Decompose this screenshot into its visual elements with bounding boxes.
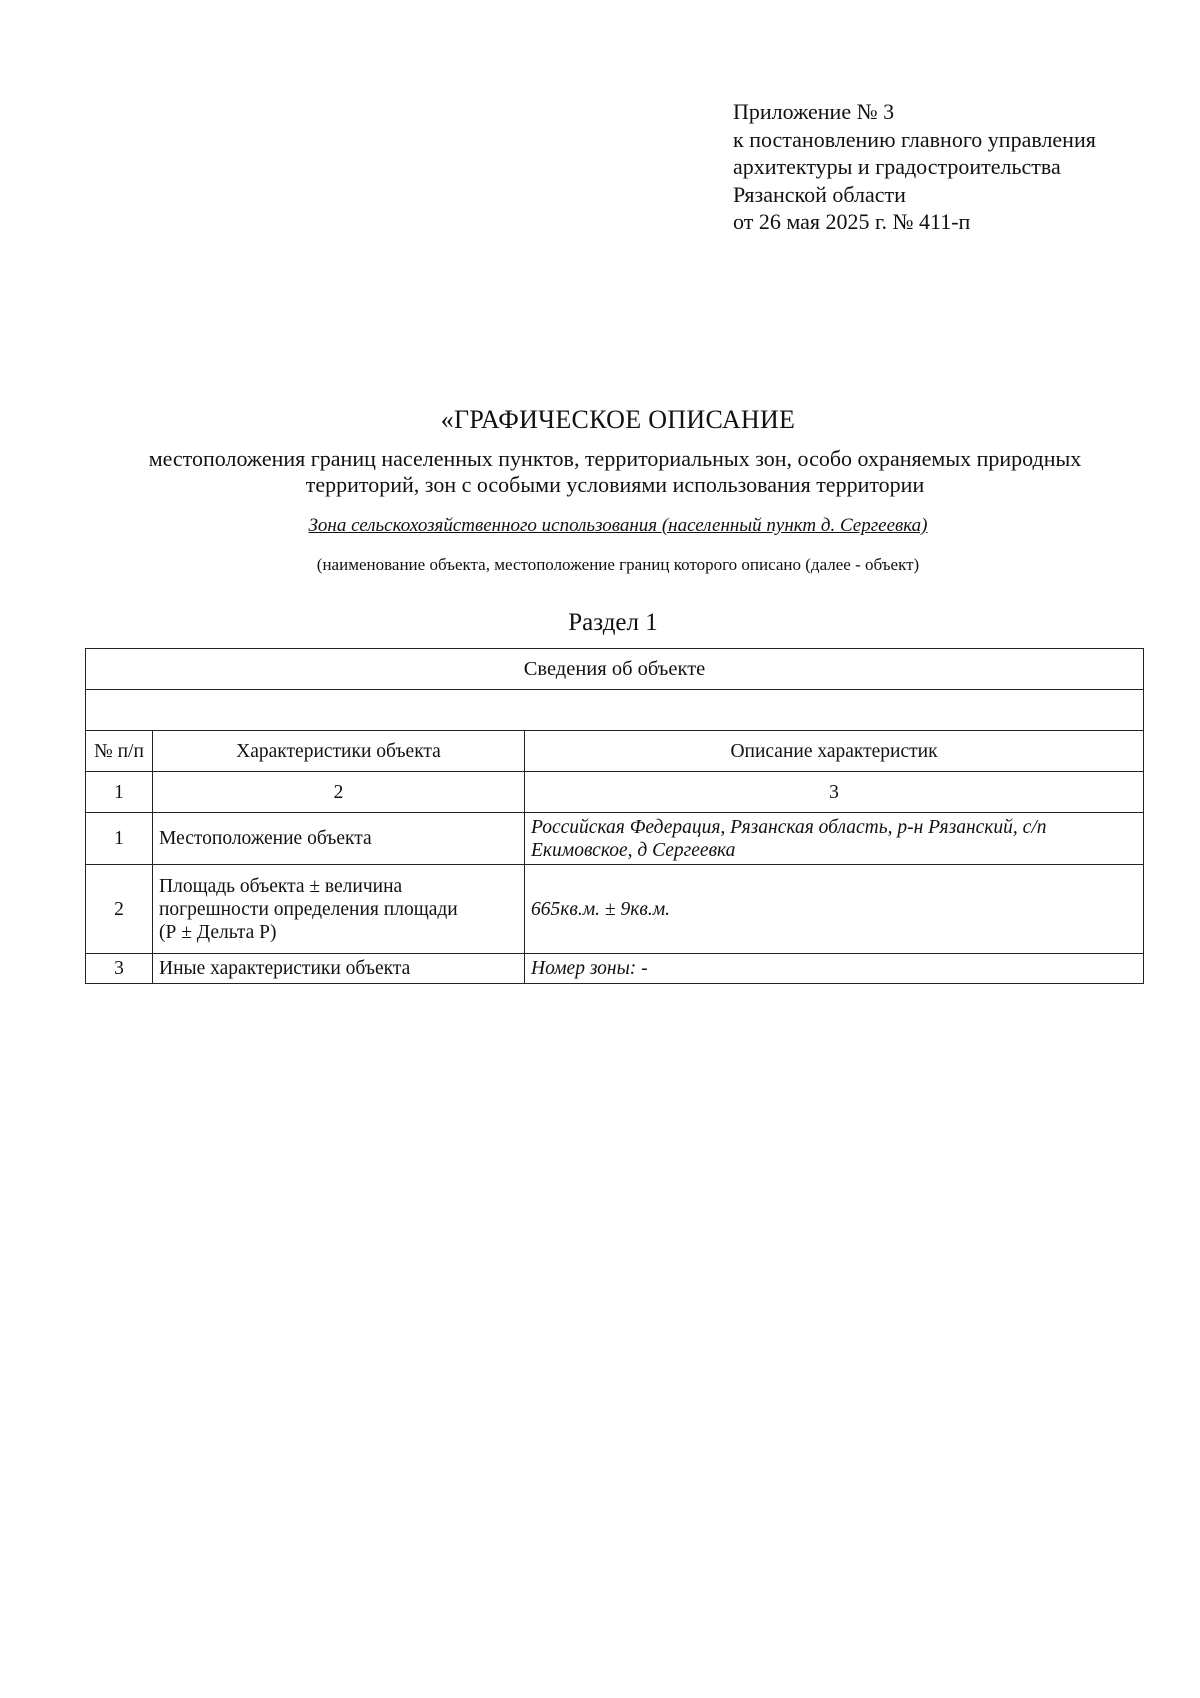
header-num: № п/п: [86, 731, 153, 772]
table-title-row: [86, 649, 1144, 690]
row-num: 3: [86, 954, 153, 984]
row-value: [525, 813, 1144, 865]
row-value: 665кв.м. ± 9кв.м.: [525, 865, 1144, 954]
appendix-line: от 26 мая 2025 г. № 411-п: [733, 209, 971, 234]
section-title: Раздел 1: [568, 609, 658, 636]
table-empty-row: [86, 690, 1144, 731]
document-subtitle: [80, 446, 1150, 498]
appendix-line: Приложение № 3: [733, 99, 895, 124]
document-title: «ГРАФИЧЕСКОЕ ОПИСАНИЕ: [440, 405, 796, 434]
row-value-line: Екимовское, д Сергеевка: [531, 839, 736, 861]
row-value: Номер зоны: -: [525, 954, 1144, 984]
object-info-table: [85, 648, 1144, 984]
row-name-line: Площадь объекта ± величина: [159, 875, 403, 897]
table-row: [86, 954, 1144, 984]
table-title: Сведения об объекте: [86, 649, 1144, 690]
header-description: Описание характеристик: [525, 731, 1144, 772]
empty-cell: [86, 690, 1144, 731]
row-name-line: погрешности определения площади: [159, 898, 458, 920]
row-name: Иные характеристики объекта: [153, 954, 525, 984]
table-header-row: [86, 731, 1144, 772]
header-characteristic: Характеристики объекта: [153, 731, 525, 772]
subtitle-line: местоположения границ населенных пунктов, территориальных зон, особо охраняемых природных: [148, 446, 1082, 471]
column-number: 2: [153, 772, 525, 813]
column-number: 1: [86, 772, 153, 813]
row-name-line: (Р ± Дельта Р): [159, 921, 277, 943]
table-row: [86, 813, 1144, 865]
row-value-line: Российская Федерация, Рязанская область, р-н Рязанский, с/п: [531, 816, 1047, 838]
table-row: [86, 865, 1144, 954]
appendix-line: Рязанской области: [733, 181, 906, 207]
subtitle-line: территорий, зон с особыми условиями использования территории: [305, 472, 925, 497]
row-name: Местоположение объекта: [153, 813, 525, 865]
appendix-line: архитектуры и градостроительства: [733, 154, 1061, 179]
row-num: 1: [86, 813, 153, 865]
object-name: Зона сельскохозяйственного использования (населенный пункт д. Сергеевка): [308, 515, 928, 536]
column-number: 3: [525, 772, 1144, 813]
object-caption: (наименование объекта, местоположение границ которого описано (далее - объект): [316, 555, 920, 574]
row-num: 2: [86, 865, 153, 954]
column-number-row: [86, 772, 1144, 813]
appendix-line: к постановлению главного управления: [733, 126, 1096, 152]
row-name: [153, 865, 525, 954]
appendix-block: [733, 98, 1096, 236]
